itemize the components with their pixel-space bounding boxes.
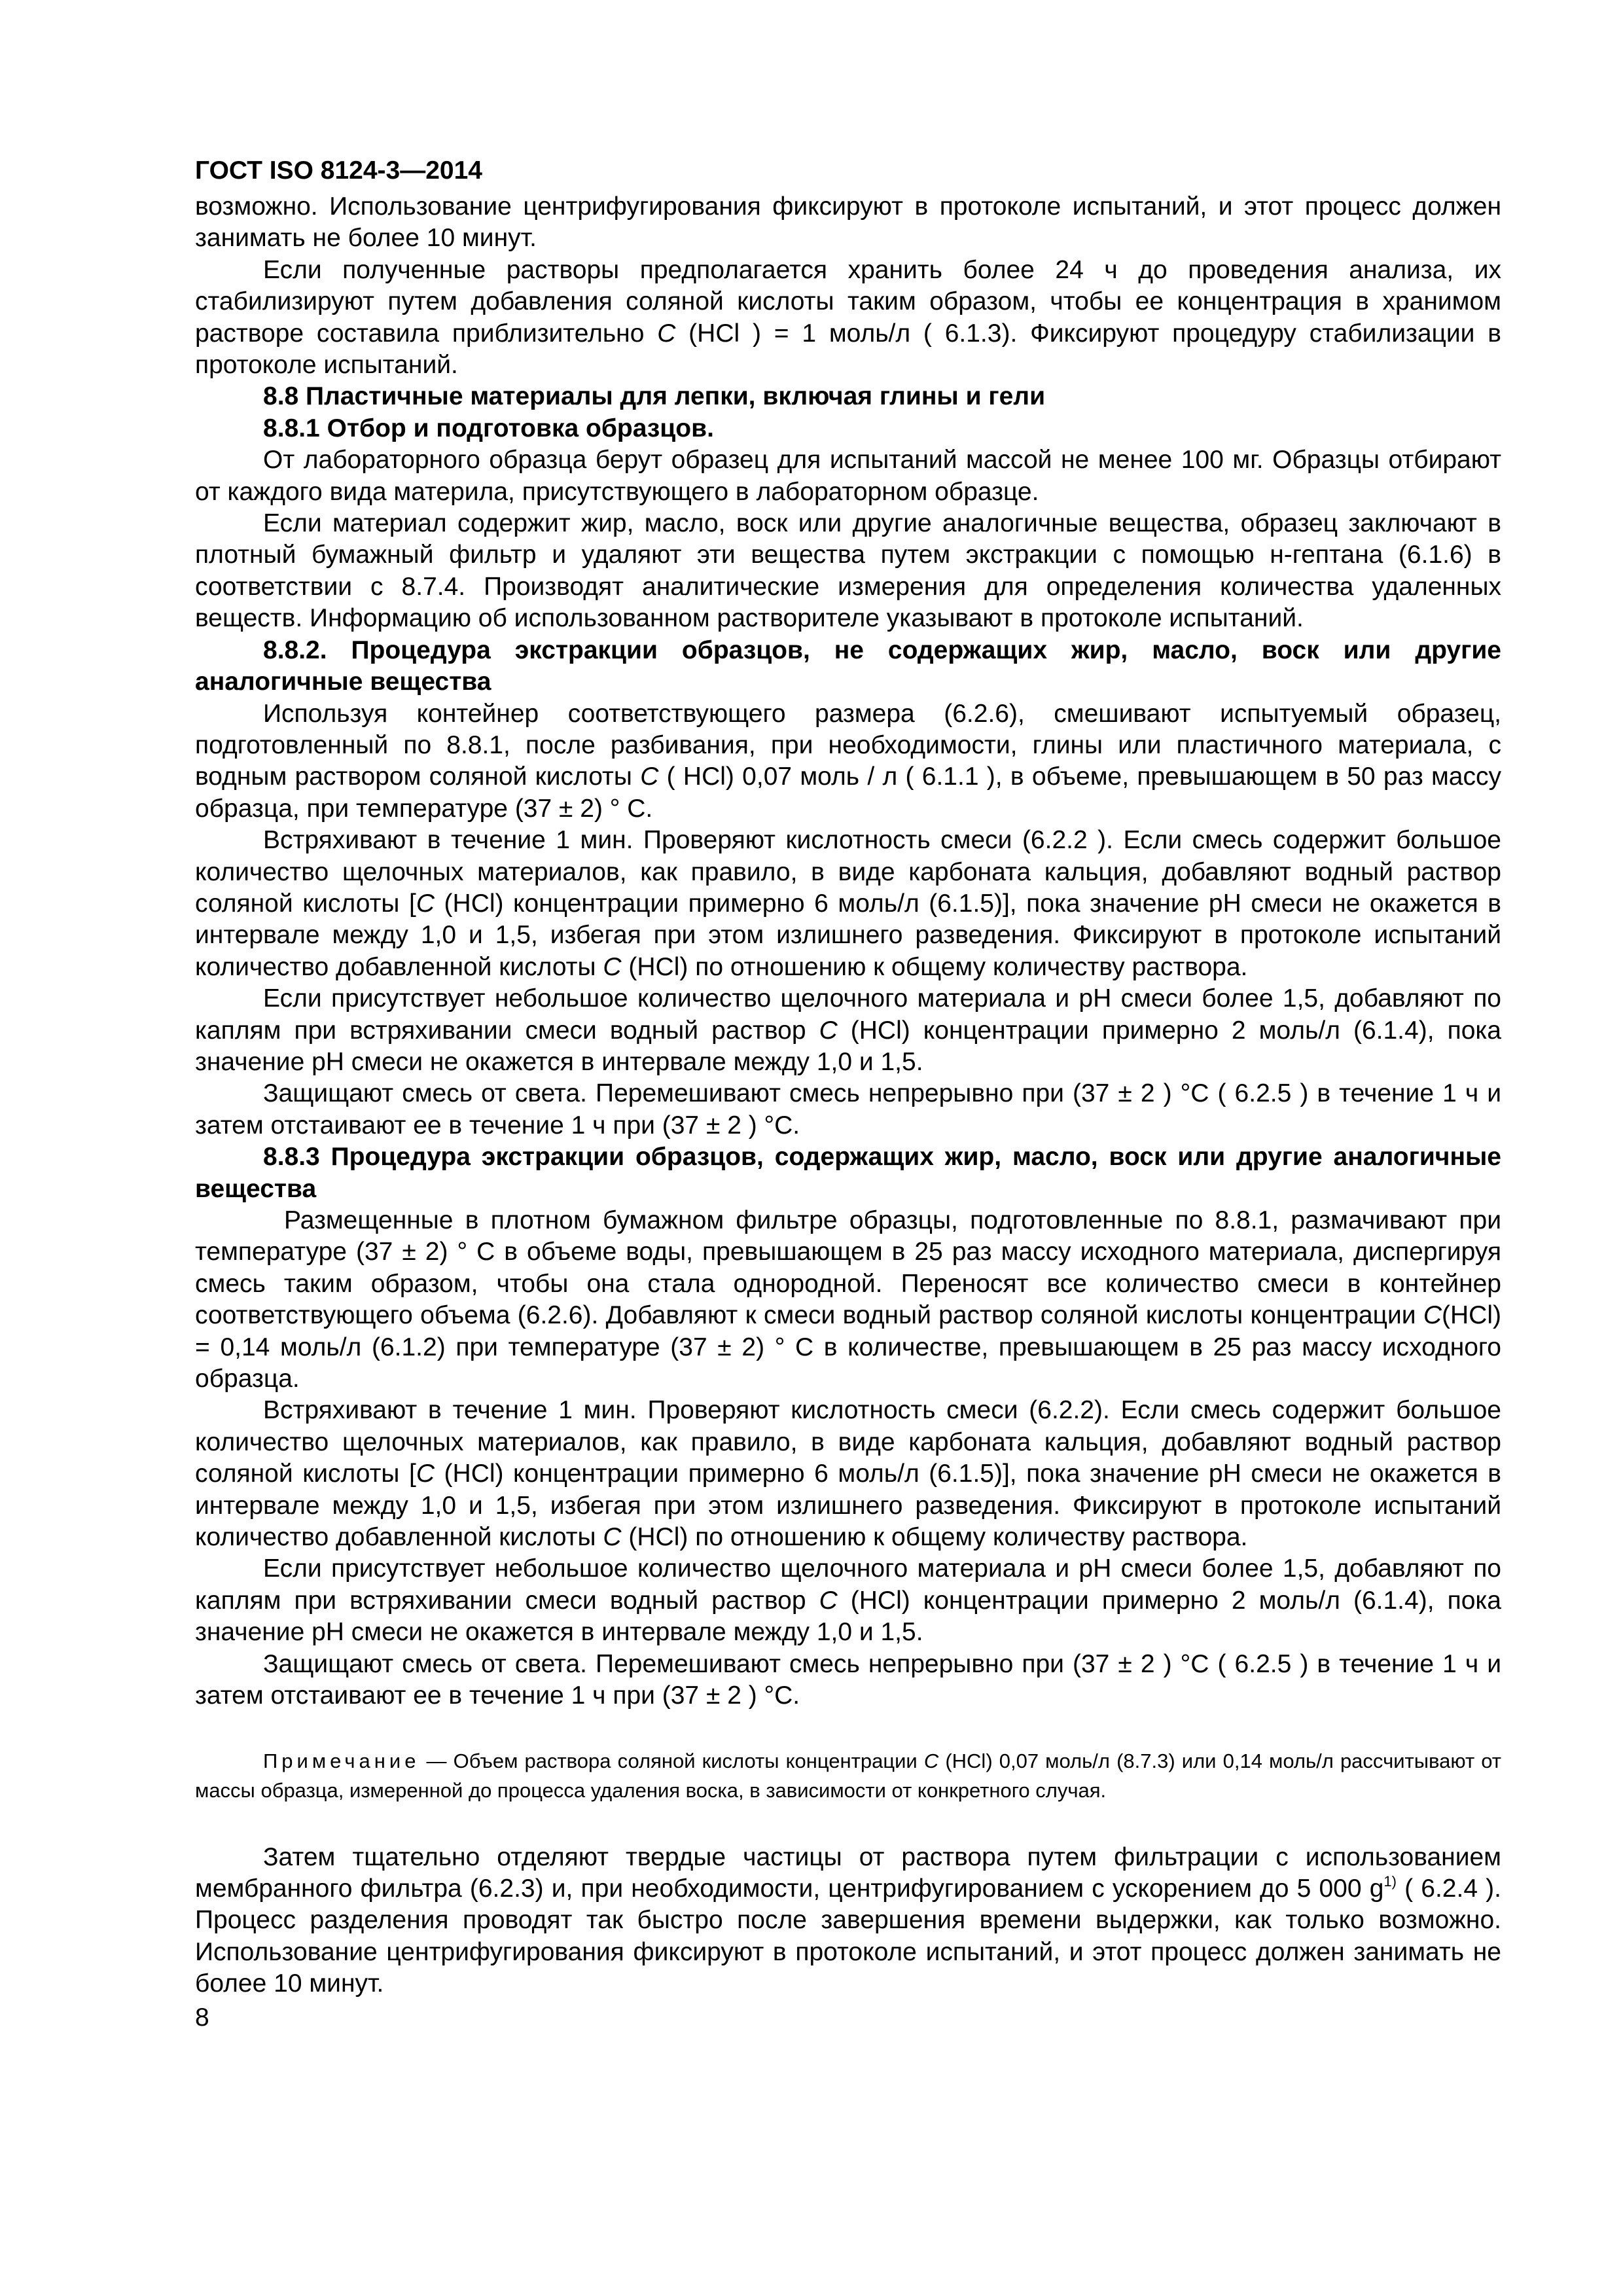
section-heading-8-8-1: 8.8.1 Отбор и подготовка образцов.: [263, 414, 714, 442]
section-heading-8-8: 8.8 Пластичные материалы для лепки, включая глины и гели: [263, 382, 1046, 411]
paragraph-stabilization: Если полученные растворы предполагается хранить более 24 ч до проведения анализа, их стабилизируют путем добавления соляной кислоты таким образом, чтобы ее концентрация в хранимом растворе составила приблизительно C (HCl ) = 1 моль/л ( 6.1.3). Фиксируют процедуру стабилизации в протоколе испытаний.: [195, 255, 1501, 380]
paragraph-acidity-check: Встряхивают в течение 1 мин. Проверяют кислотность смеси (6.2.2 ). Если смесь содержит большое количество щелочных материалов, как правило, в виде карбоната кальция, добавляют водный раствор соляной кислоты [C (HCl) концентрации примерно 6 моль/л (6.1.5)], пока значение pH смеси не окажется в интервале между 1,0 и 1,5, избегая при этом излишнего разведения. Фиксируют в протоколе испытаний количество добавленной кислоты C (HCl) по отношению к общему количеству раствора.: [195, 826, 1501, 981]
paragraph-filtration: Затем тщательно отделяют твердые частицы от раствора путем фильтрации с использованием мембранного фильтра (6.2.3) и, при необходимости, центрифугированием с ускорением до 5 000 g$^{1)}$ ( 6.2.4 ). Процесс разделения проводят так быстро после завершения времени выдержки, как только возможно. Использование центрифугирования фиксируют в протоколе испытаний, и этот процесс должен занимать не более 10 минут.: [195, 1842, 1501, 1998]
formula-variable: C: [416, 889, 435, 918]
note-block: Примечание — Объем раствора соляной кислоты концентрации C (HCl) 0,07 моль/л (8.7.3) или 0,14 моль/л рассчитывают от массы образца, измеренной до процесса удаления воска, в зависимости от конкретного случая.: [195, 1749, 1502, 1802]
paragraph-protect-light-2: Защищают смесь от света. Перемешивают смесь непрерывно при (37 ± 2 ) °C ( 6.2.5 ) в течение 1 ч и затем отстаивают ее в течение 1 ч при (37 ± 2 ) °C.: [195, 1649, 1501, 1710]
paragraph-acidity-check-2: Встряхивают в течение 1 мин. Проверяют кислотность смеси (6.2.2). Если смесь содержит большое количество щелочных материалов, как правило, в виде карбоната кальция, добавляют водный раствор соляной кислоты [C (HCl) концентрации примерно 6 моль/л (6.1.5)], пока значение pH смеси не окажется в интервале между 1,0 и 1,5, избегая при этом излишнего разведения. Фиксируют в протоколе испытаний количество добавленной кислоты C (HCl) по отношению к общему количеству раствора.: [195, 1396, 1501, 1552]
formula-variable: C: [819, 1586, 838, 1615]
formula-variable: C: [416, 1460, 435, 1488]
paragraph-continuation: возможно. Использование центрифугирования фиксируют в протоколе испытаний, и этот процесс должен занимать не более 10 минут.: [195, 192, 1501, 253]
paragraph-protect-light: Защищают смесь от света. Перемешивают смесь непрерывно при (37 ± 2 ) °C ( 6.2.5 ) в течение 1 ч и затем отстаивают ее в течение 1 ч при (37 ± 2 ) °C.: [195, 1079, 1501, 1139]
section-heading-8-8-2: 8.8.2. Процедура экстракции образцов, не содержащих жир, масло, воск или другие аналогичные вещества: [195, 636, 1501, 696]
formula-variable: C: [923, 1749, 939, 1772]
section-heading-8-8-3: 8.8.3 Процедура экстракции образцов, содержащих жир, масло, воск или другие аналогичные вещества: [195, 1143, 1501, 1203]
formula-variable: C: [603, 952, 622, 981]
formula-variable: C: [603, 1523, 622, 1552]
paragraph-sampling: От лабораторного образца берут образец для испытаний массой не менее 100 мг. Образцы отбирают от каждого вида материла, присутствующего в лабораторном образце.: [195, 446, 1501, 506]
paragraph-alkaline-small: Если присутствует небольшое количество щелочного материала и pH смеси более 1,5, добавляют по каплям при встряхивании смеси водный раствор C (HCl) концентрации примерно 2 моль/л (6.1.4), пока значение pH смеси не окажется в интервале между 1,0 и 1,5.: [195, 984, 1501, 1076]
paragraph-soaking: Размещенные в плотном бумажном фильтре образцы, подготовленные по 8.8.1, размачивают при температуре (37 ± 2) ° С в объеме воды, превышающем в 25 раз массу исходного материала, диспергируя смесь таким образом, чтобы она стала однородной. Переносят все количество смеси в контейнер соответствующего объема (6.2.6). Добавляют к смеси водный раствор соляной кислоты концентрации C(HCl) = 0,14 моль/л (6.1.2) при температуре (37 ± 2) ° С в количестве, превышающем в 25 раз массу исходного образца.: [195, 1206, 1501, 1393]
standard-header: ГОСТ ISO 8124-3—2014: [195, 156, 482, 185]
formula-variable: C: [657, 319, 676, 348]
footnote-marker: 1): [1383, 1873, 1397, 1890]
document-page: [195, 152, 1501, 2034]
formula-variable: C: [1423, 1301, 1442, 1330]
document-body-continued: [195, 1842, 1501, 2000]
formula-variable: C: [640, 762, 659, 791]
note-label: Примечание: [263, 1749, 420, 1772]
formula-variable: C: [819, 1016, 838, 1045]
paragraph-alkaline-small-2: Если присутствует небольшое количество щелочного материала и pH смеси более 1,5, добавляют по каплям при встряхивании смеси водный раствор C (HCl) концентрации примерно 2 моль/л (6.1.4), пока значение pH смеси не окажется в интервале между 1,0 и 1,5.: [195, 1554, 1501, 1647]
document-body: [195, 191, 1501, 1712]
page-number: 8: [195, 2003, 209, 2032]
paragraph-container: Используя контейнер соответствующего размера (6.2.6), смешивают испытуемый образец, подготовленный по 8.8.1, после разбивания, при необходимости, глины или пластичного материала, с водным раствором соляной кислоты C ( HCl) 0,07 моль / л ( 6.1.1 ), в объеме, превышающем в 50 раз массу образца, при температуре (37 ± 2) ° C.: [195, 699, 1501, 823]
paragraph-fat-removal: Если материал содержит жир, масло, воск или другие аналогичные вещества, образец заключают в плотный бумажный фильтр и удаляют эти вещества путем экстракции с помощью н-гептана (6.1.6) в соответствии с 8.7.4. Производят аналитические измерения для определения количества удаленных веществ. Информацию об использованном растворителе указывают в протоколе испытаний.: [195, 509, 1501, 633]
